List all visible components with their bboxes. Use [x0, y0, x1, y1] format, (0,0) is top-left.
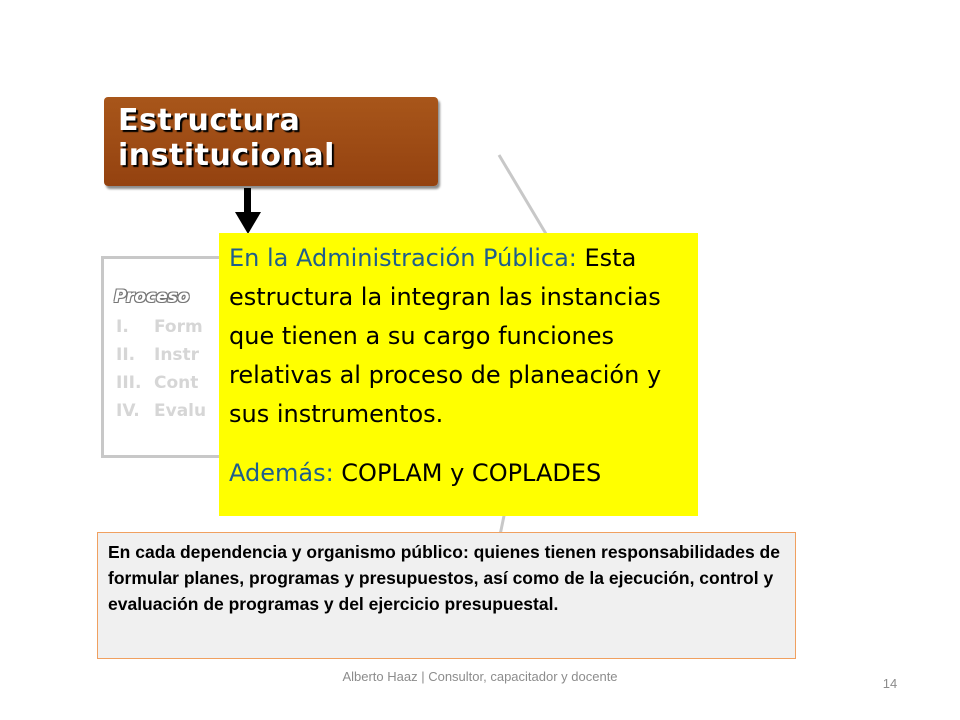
callout-extra-value: COPLAM y COPLADES [333, 459, 602, 487]
process-item-label: Evalu [154, 401, 207, 421]
process-item [116, 345, 231, 365]
process-item-label: Form [154, 317, 203, 337]
note-box [97, 532, 796, 659]
process-title: Proceso [114, 287, 190, 307]
callout-paragraph [229, 239, 690, 434]
callout-spacer [229, 434, 690, 454]
note-text: En cada dependencia y organismo público: quienes tienen responsabilidades de formular planes, programas y presupuestos, así como de la ejecución, control y evaluación de programas y del ejercicio presupuestal. [108, 542, 780, 614]
process-item [116, 373, 231, 393]
callout-extra-label: Además: [229, 459, 334, 487]
process-item-number: II. [116, 345, 136, 365]
page-number: 14 [882, 676, 898, 691]
callout-box [219, 233, 698, 516]
down-arrow-shaft [244, 188, 251, 214]
footer-text: Alberto Haaz | Consultor, capacitador y docente [342, 669, 618, 684]
process-item-number: I. [116, 317, 129, 337]
process-item-number: IV. [116, 401, 140, 421]
process-item [116, 401, 231, 421]
title-box [104, 97, 438, 186]
callout-extra [229, 454, 690, 493]
process-box [101, 256, 231, 458]
process-item-label: Cont [154, 373, 199, 393]
down-arrow-icon [235, 212, 261, 234]
process-item-label: Instr [154, 345, 200, 365]
callout-lead: En la Administración Pública: [229, 244, 577, 272]
process-item-number: III. [116, 373, 142, 393]
callout-body: Esta estructura la integran las instancias que tienen a su cargo funciones relativas al proceso de planeación y sus instrumentos. [229, 244, 662, 428]
title-text: Estructura institucional [118, 103, 335, 173]
process-item [116, 317, 231, 337]
